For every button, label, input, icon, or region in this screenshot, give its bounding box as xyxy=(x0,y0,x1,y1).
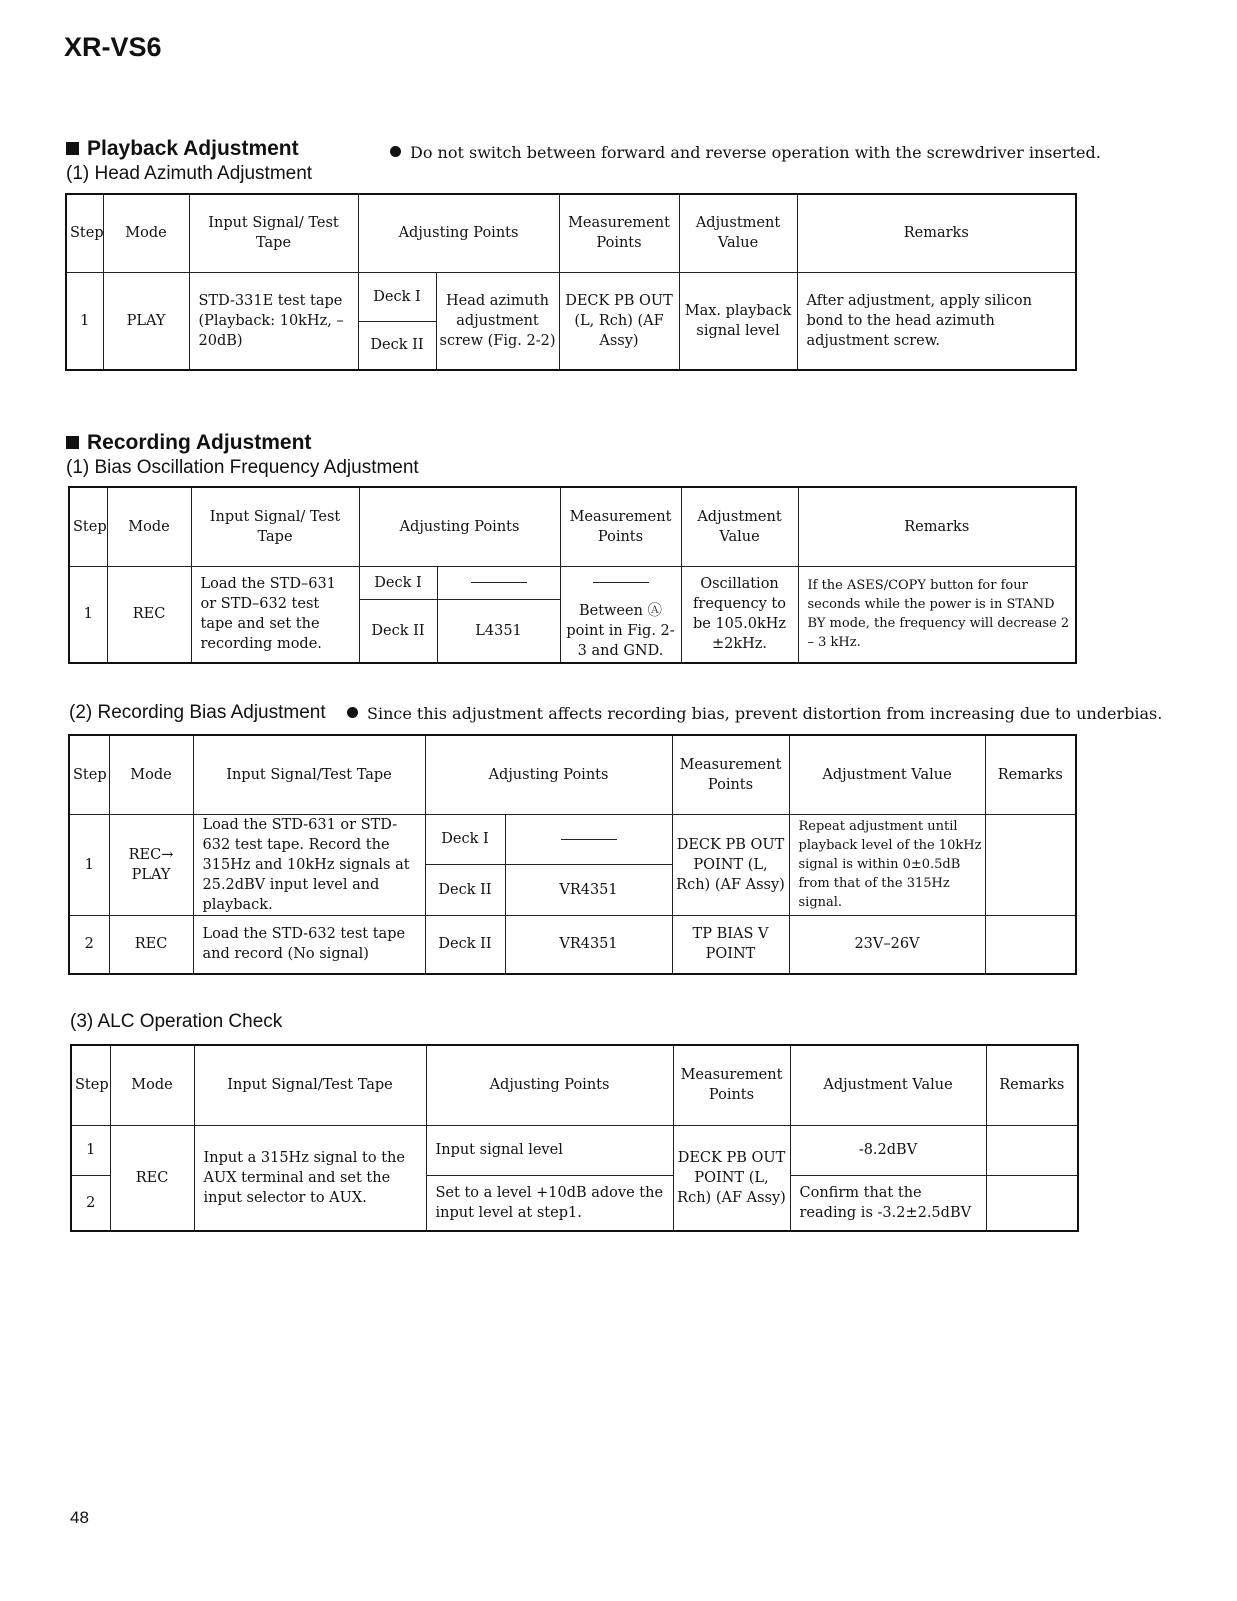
cell-deck-1: Deck I xyxy=(359,566,437,599)
cell-value: Confirm that the reading is -3.2±2.5dBV xyxy=(790,1175,986,1231)
cell-step: 2 xyxy=(71,1175,110,1231)
table-header-row xyxy=(69,735,1076,814)
col-adjusting: Adjusting Points xyxy=(426,1045,673,1125)
cell-value: 23V–26V xyxy=(789,915,985,974)
playback-note-text: Do not switch between forward and reverse operation with the screwdriver inserted. xyxy=(410,143,1101,162)
square-bullet-icon xyxy=(66,142,79,155)
col-value: Adjustment Value xyxy=(681,487,798,566)
cell-deck-2: Deck II xyxy=(359,599,437,663)
cell-step: 1 xyxy=(71,1125,110,1175)
round-bullet-icon xyxy=(390,146,401,157)
col-adjusting: Adjusting Points xyxy=(358,194,559,272)
table-header-row xyxy=(69,487,1076,566)
cell-input: Input a 315Hz signal to the AUX terminal and set the input selector to AUX. xyxy=(194,1125,426,1231)
model-name: XR-VS6 xyxy=(64,32,162,62)
table-row xyxy=(69,915,1076,974)
cell-adjust-1 xyxy=(505,814,672,865)
cell-input: STD-331E test tape (Playback: 10kHz, –20dB) xyxy=(189,272,358,370)
col-value: Adjustment Value xyxy=(789,735,985,814)
cell-deck-1: Deck I xyxy=(358,272,436,321)
cell-deck: Deck II xyxy=(425,915,505,974)
cell-step: 1 xyxy=(69,814,109,915)
col-input: Input Signal/ Test Tape xyxy=(191,487,359,566)
col-remarks: Remarks xyxy=(986,1045,1078,1125)
col-step: Step xyxy=(66,194,103,272)
table-row xyxy=(69,566,1076,599)
cell-measure: DECK PB OUT POINT (L, Rch) (AF Assy) xyxy=(672,814,789,915)
cell-measure: Between Ⓐ point in Fig. 2-3 and GND. xyxy=(560,599,681,663)
table-header-row xyxy=(71,1045,1078,1125)
cell-adjust-2: VR4351 xyxy=(505,865,672,916)
page-number: 48 xyxy=(70,1508,89,1527)
rec-bias-subtitle: (2) Recording Bias Adjustment xyxy=(69,702,326,723)
col-remarks: Remarks xyxy=(798,487,1076,566)
cell-adjust-1 xyxy=(437,566,560,599)
cell-step: 1 xyxy=(69,566,107,663)
col-mode: Mode xyxy=(107,487,191,566)
col-measurement: Measurement Points xyxy=(672,735,789,814)
col-step: Step xyxy=(69,735,109,814)
col-step: Step xyxy=(71,1045,110,1125)
cell-mode: REC xyxy=(107,566,191,663)
cell-remarks: After adjustment, apply silicon bond to the head azimuth adjustment screw. xyxy=(797,272,1076,370)
cell-deck-2: Deck II xyxy=(425,865,505,916)
head-azimuth-table xyxy=(65,193,1077,371)
cell-mode: REC→ PLAY xyxy=(109,814,193,915)
cell-measure: DECK PB OUT (L, Rch) (AF Assy) xyxy=(559,272,679,370)
cell-adjust: Set to a level +10dB adove the input level at step1. xyxy=(426,1175,673,1231)
playback-title-text: Playback Adjustment xyxy=(87,137,299,160)
cell-mode: PLAY xyxy=(103,272,189,370)
col-remarks: Remarks xyxy=(797,194,1076,272)
cell-measure: DECK PB OUT POINT (L, Rch) (AF Assy) xyxy=(673,1125,790,1231)
cell-step: 2 xyxy=(69,915,109,974)
col-input: Input Signal/Test Tape xyxy=(194,1045,426,1125)
cell-remarks xyxy=(985,915,1076,974)
cell-remarks xyxy=(985,814,1076,915)
playback-section-title xyxy=(66,137,299,161)
cell-measure: TP BIAS V POINT xyxy=(672,915,789,974)
col-mode: Mode xyxy=(109,735,193,814)
col-remarks: Remarks xyxy=(985,735,1076,814)
bias-freq-table xyxy=(68,486,1077,664)
cell-adjust: VR4351 xyxy=(505,915,672,974)
col-adjusting: Adjusting Points xyxy=(359,487,560,566)
playback-note xyxy=(390,143,1101,162)
cell-deck-1: Deck I xyxy=(425,814,505,865)
recording-title-text: Recording Adjustment xyxy=(87,431,312,454)
cell-measure-top xyxy=(560,566,681,599)
dash-line xyxy=(561,839,617,840)
col-step: Step xyxy=(69,487,107,566)
table-header-row xyxy=(66,194,1076,272)
table-row xyxy=(69,814,1076,865)
cell-adjust: Input signal level xyxy=(426,1125,673,1175)
cell-value: Repeat adjustment until playback level of the 10kHz signal is within 0±0.5dB from that of the 315Hz signal. xyxy=(789,814,985,915)
cell-step: 1 xyxy=(66,272,103,370)
cell-value: -8.2dBV xyxy=(790,1125,986,1175)
recording-section-title xyxy=(66,431,311,455)
col-measurement: Measurement Points xyxy=(559,194,679,272)
col-adjusting: Adjusting Points xyxy=(425,735,672,814)
cell-remarks xyxy=(986,1175,1078,1231)
rec-bias-note xyxy=(347,704,1162,723)
square-bullet-icon xyxy=(66,436,79,449)
col-value: Adjustment Value xyxy=(790,1045,986,1125)
col-mode: Mode xyxy=(103,194,189,272)
alc-table xyxy=(70,1044,1079,1232)
cell-mode: REC xyxy=(110,1125,194,1231)
bias-freq-subtitle: (1) Bias Oscillation Frequency Adjustment xyxy=(66,457,419,478)
dash-line xyxy=(593,582,649,583)
cell-deck-2: Deck II xyxy=(358,321,436,370)
table-row xyxy=(66,272,1076,321)
cell-input: Load the STD-632 test tape and record (No signal) xyxy=(193,915,425,974)
col-measurement: Measurement Points xyxy=(560,487,681,566)
cell-remarks xyxy=(986,1125,1078,1175)
col-input: Input Signal/ Test Tape xyxy=(189,194,358,272)
alc-subtitle: (3) ALC Operation Check xyxy=(70,1011,283,1032)
dash-line xyxy=(471,582,527,583)
table-row xyxy=(71,1125,1078,1175)
col-value: Adjustment Value xyxy=(679,194,797,272)
cell-remarks: If the ASES/COPY button for four seconds while the power is in STAND BY mode, the frequency will decrease 2 – 3 kHz. xyxy=(798,566,1076,663)
cell-value: Oscillation frequency to be 105.0kHz ±2kHz. xyxy=(681,566,798,663)
cell-value: Max. playback signal level xyxy=(679,272,797,370)
col-input: Input Signal/Test Tape xyxy=(193,735,425,814)
round-bullet-icon xyxy=(347,707,358,718)
col-mode: Mode xyxy=(110,1045,194,1125)
rec-bias-note-text: Since this adjustment affects recording bias, prevent distortion from increasing due to underbias. xyxy=(367,704,1163,723)
rec-bias-table xyxy=(68,734,1077,975)
cell-adjust: Head azimuth adjustment screw (Fig. 2-2) xyxy=(436,272,559,370)
cell-input: Load the STD-631 or STD-632 test tape. Record the 315Hz and 10kHz signals at 25.2dBV input level and playback. xyxy=(193,814,425,915)
head-azimuth-subtitle: (1) Head Azimuth Adjustment xyxy=(66,163,313,184)
cell-adjust-2: L4351 xyxy=(437,599,560,663)
col-measurement: Measurement Points xyxy=(673,1045,790,1125)
cell-input: Load the STD–631 or STD–632 test tape and set the recording mode. xyxy=(191,566,359,663)
cell-mode: REC xyxy=(109,915,193,974)
